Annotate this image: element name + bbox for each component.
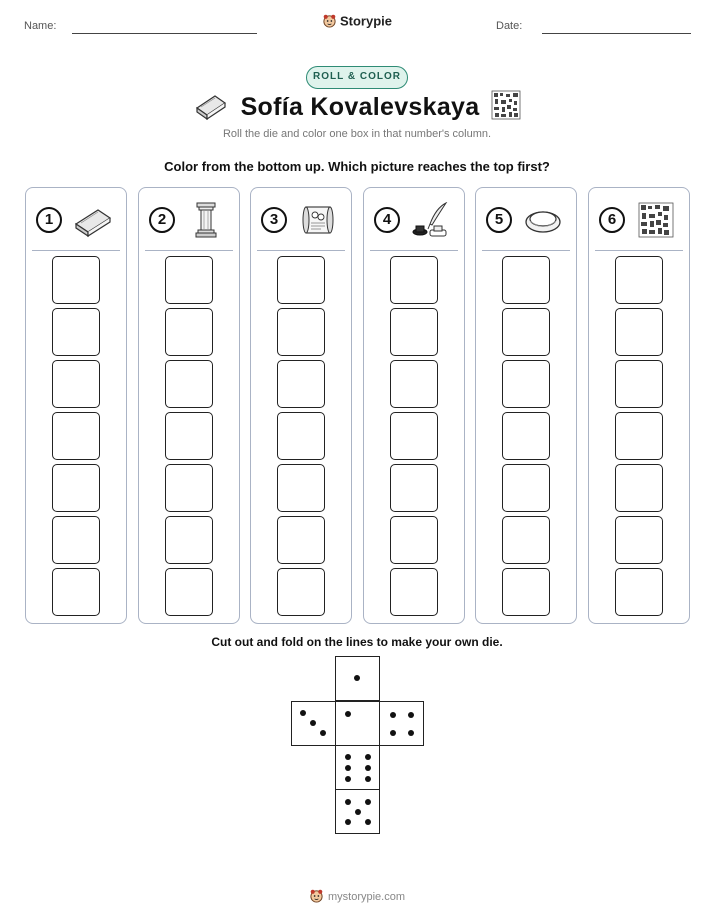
color-box[interactable] xyxy=(165,308,213,356)
column-2 xyxy=(138,187,240,624)
subtitle: Roll the die and color one box in that number's column. xyxy=(222,128,492,140)
title-row xyxy=(0,90,714,126)
pattern-icon xyxy=(635,202,677,238)
pillar-icon xyxy=(185,202,227,238)
die-pip xyxy=(408,730,414,736)
scroll-icon xyxy=(297,202,339,238)
color-box[interactable] xyxy=(502,464,550,512)
die-pip xyxy=(354,675,360,681)
color-box[interactable] xyxy=(277,256,325,304)
color-box[interactable] xyxy=(390,412,438,460)
color-box[interactable] xyxy=(390,464,438,512)
column-6 xyxy=(588,187,690,624)
color-box[interactable] xyxy=(390,360,438,408)
book-icon xyxy=(72,202,114,238)
quill-inkwell-icon xyxy=(410,202,452,238)
color-box[interactable] xyxy=(165,464,213,512)
color-box[interactable] xyxy=(52,464,100,512)
date-label: Date: xyxy=(496,20,523,32)
brand-name: Storypie xyxy=(339,13,392,29)
die-pip xyxy=(345,776,351,782)
color-box[interactable] xyxy=(390,256,438,304)
die-face-6 xyxy=(335,745,380,790)
column-header xyxy=(486,202,566,238)
color-box[interactable] xyxy=(615,568,663,616)
column-1 xyxy=(25,187,127,624)
column-divider xyxy=(482,250,570,251)
column-number: 4 xyxy=(374,207,400,233)
die-pip xyxy=(320,730,326,736)
color-box[interactable] xyxy=(165,516,213,564)
column-divider xyxy=(595,250,683,251)
column-header xyxy=(149,202,229,238)
color-box[interactable] xyxy=(502,568,550,616)
column-3 xyxy=(250,187,352,624)
color-box[interactable] xyxy=(165,568,213,616)
color-box[interactable] xyxy=(502,256,550,304)
color-box[interactable] xyxy=(390,516,438,564)
color-box[interactable] xyxy=(615,516,663,564)
footer xyxy=(0,888,714,906)
die-face-5 xyxy=(335,789,380,834)
die-pip xyxy=(345,711,351,717)
color-box[interactable] xyxy=(52,568,100,616)
column-header xyxy=(261,202,341,238)
color-box[interactable] xyxy=(277,360,325,408)
color-box[interactable] xyxy=(277,516,325,564)
cut-instruction: Cut out and fold on the lines to make your own die. xyxy=(211,635,503,649)
column-5 xyxy=(475,187,577,624)
column-divider xyxy=(32,250,120,251)
pattern-icon xyxy=(491,90,521,125)
storypie-mascot-icon xyxy=(322,13,337,31)
color-box[interactable] xyxy=(165,256,213,304)
column-header xyxy=(374,202,454,238)
die-pip xyxy=(390,730,396,736)
book-icon xyxy=(193,90,229,125)
die-face-3 xyxy=(291,701,336,746)
die-pip xyxy=(300,710,306,716)
die-face-1 xyxy=(335,656,380,701)
die-pip xyxy=(345,799,351,805)
color-box[interactable] xyxy=(615,308,663,356)
color-box[interactable] xyxy=(277,464,325,512)
die-pip xyxy=(345,819,351,825)
color-box[interactable] xyxy=(165,360,213,408)
instruction: Color from the bottom up. Which picture reaches the top first? xyxy=(164,159,550,174)
page-title: Sofía Kovalevskaya xyxy=(240,93,480,121)
color-box[interactable] xyxy=(615,464,663,512)
color-box[interactable] xyxy=(277,308,325,356)
die-pip xyxy=(355,809,361,815)
column-divider xyxy=(370,250,458,251)
color-box[interactable] xyxy=(52,360,100,408)
die-face-4 xyxy=(379,701,424,746)
roll-color-badge: ROLL & COLOR xyxy=(306,66,408,89)
color-box[interactable] xyxy=(52,516,100,564)
color-box[interactable] xyxy=(615,256,663,304)
color-box[interactable] xyxy=(502,360,550,408)
color-box[interactable] xyxy=(502,516,550,564)
ring-icon xyxy=(522,202,564,238)
die-pip xyxy=(365,799,371,805)
column-header xyxy=(599,202,679,238)
color-box[interactable] xyxy=(615,412,663,460)
color-box[interactable] xyxy=(277,412,325,460)
date-line xyxy=(542,33,691,34)
die-pip xyxy=(345,765,351,771)
column-number: 1 xyxy=(36,207,62,233)
name-label: Name: xyxy=(24,20,57,32)
name-line xyxy=(72,33,257,34)
color-box[interactable] xyxy=(390,568,438,616)
column-4 xyxy=(363,187,465,624)
column-divider xyxy=(145,250,233,251)
color-box[interactable] xyxy=(165,412,213,460)
column-header xyxy=(36,202,116,238)
column-number: 6 xyxy=(599,207,625,233)
footer-url[interactable]: mystorypie.com xyxy=(327,890,406,903)
column-number: 2 xyxy=(149,207,175,233)
die-pip xyxy=(310,720,316,726)
color-box[interactable] xyxy=(52,256,100,304)
color-box[interactable] xyxy=(277,568,325,616)
storypie-mascot-icon xyxy=(309,888,324,906)
die-pip xyxy=(408,712,414,718)
column-number: 5 xyxy=(486,207,512,233)
color-box[interactable] xyxy=(502,308,550,356)
die-pip xyxy=(345,754,351,760)
color-box[interactable] xyxy=(52,308,100,356)
column-divider xyxy=(257,250,345,251)
die-pip xyxy=(365,754,371,760)
brand-logo xyxy=(0,13,714,31)
color-box[interactable] xyxy=(52,412,100,460)
die-face-1 xyxy=(335,701,380,746)
color-box[interactable] xyxy=(390,308,438,356)
color-box[interactable] xyxy=(615,360,663,408)
column-number: 3 xyxy=(261,207,287,233)
die-pip xyxy=(390,712,396,718)
die-pip xyxy=(365,765,371,771)
die-pip xyxy=(365,819,371,825)
color-box[interactable] xyxy=(502,412,550,460)
die-pip xyxy=(365,776,371,782)
